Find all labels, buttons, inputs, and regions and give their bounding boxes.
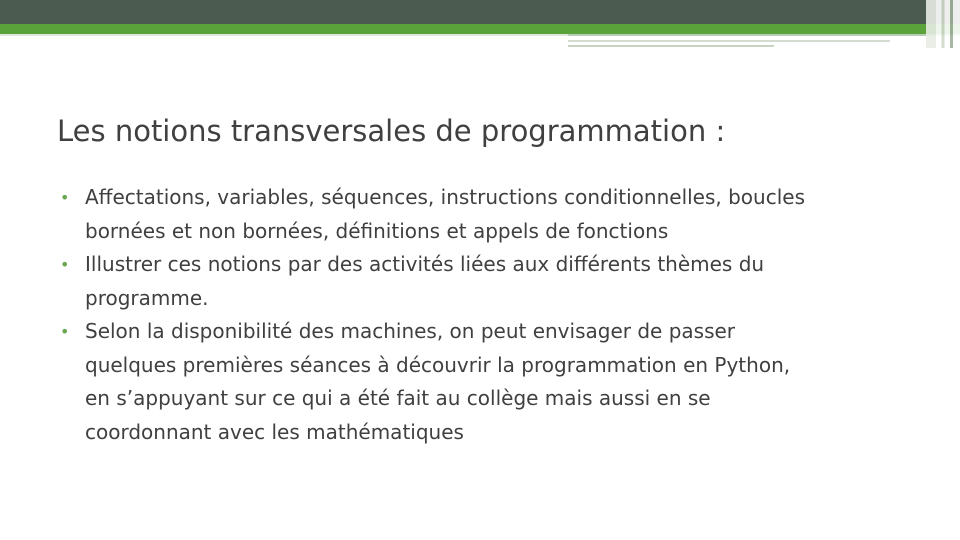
bullet-line: programme.	[85, 285, 209, 310]
bullet-icon: •	[60, 188, 70, 207]
bullet-line: Affectations, variables, séquences, instructions conditionnelles, boucles	[85, 185, 805, 209]
bullet-line: quelques premières séances à découvrir la programmation en Python,	[85, 352, 791, 377]
bullet-line: coordonnant avec les mathématiques	[85, 419, 464, 444]
header-accent-line	[568, 34, 960, 36]
bullet-list	[60, 181, 920, 449]
bullet-icon: •	[60, 322, 70, 341]
bullet-line: Illustrer ces notions par des activités liées aux différents thèmes du	[85, 252, 765, 276]
bullet-line: bornées et non bornées, définitions et appels de fonctions	[85, 218, 669, 243]
bullet-line: en s’appuyant sur ce qui a été fait au collège mais aussi en se	[85, 386, 711, 410]
header-band-green	[0, 24, 960, 34]
header-corner-decoration	[926, 0, 960, 48]
header-band-dark	[0, 0, 960, 24]
bullet-icon: •	[60, 255, 70, 274]
header-accent-line-2	[568, 40, 890, 42]
slide-title: Les notions transversales de programmation :	[57, 114, 726, 148]
bullet-item	[60, 315, 920, 449]
bullet-item	[60, 248, 920, 315]
header-accent-line-3	[568, 45, 774, 47]
bullet-line: Selon la disponibilité des machines, on peut envisager de passer	[85, 319, 736, 343]
bullet-item	[60, 181, 920, 248]
